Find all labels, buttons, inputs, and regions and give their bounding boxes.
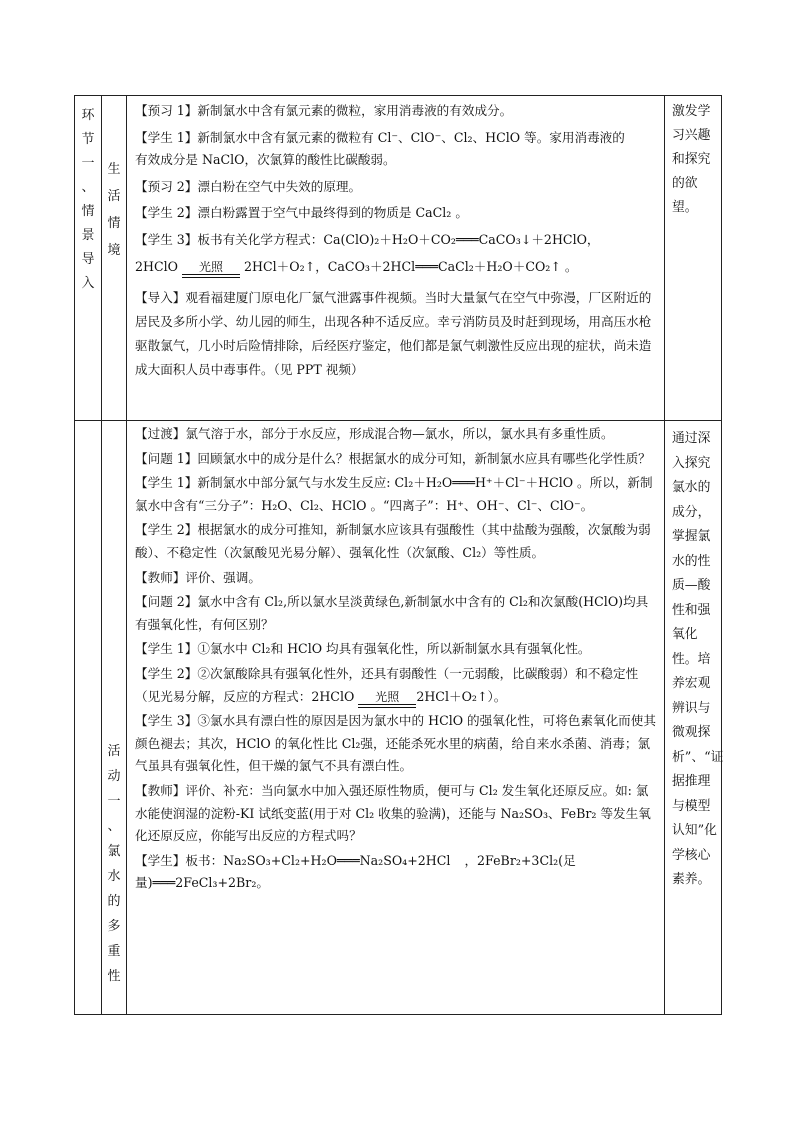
sub-stage-char: 活 (107, 189, 121, 204)
sub-stage-cell (102, 421, 127, 1015)
paragraph: 【学生 3】板书有关化学方程式：Ca(ClO)₂＋H₂O＋CO₂═══CaCO₃↓＋2HClO， (135, 231, 600, 247)
paragraph: 有效成分是 NaClO，次氯算的酸性比碳酸弱。 (135, 152, 396, 168)
table-row (75, 96, 722, 421)
paragraph: 【学生 2】漂白粉露置于空气中最终得到的物质是 CaCl₂ 。 (135, 205, 468, 221)
goal-cell (665, 96, 722, 421)
reaction-condition (182, 260, 240, 278)
sub-stage-char: 情 (107, 216, 121, 231)
equation-left: 2HClO (135, 258, 178, 274)
sub-stage-char: 水 (107, 869, 121, 884)
paragraph: 【过渡】氯气溶于水，部分于水反应，形成混合物—氯水，所以，氯水具有多重性质。 (135, 426, 614, 441)
paragraph-text: 量)═══2FeCl₃+2Br₂。 (135, 875, 269, 891)
paragraph: 【学生 2】根据氯水的成分可推知，新制氯水应该具有强酸性（其中盐酸为强酸，次氯酸为弱酸）、不稳定性（次氯酸见光易分解）、强氧化性（次氯酸、Cl₂）等性质。 (135, 522, 651, 560)
condition-text: 光照 (198, 259, 223, 274)
stage-char: 情 (81, 204, 95, 219)
paragraph: 【问题 1】回顾氯水中的成分是什么？根据氯水的成分可知，新制氯水应具有哪些化学性质？ (135, 450, 651, 466)
paragraph: 【学生 3】③氯水具有漂白性的原因是因为氯水中的 HClO 的强氧化性，可将色素氧化而使其颜色褪去；其次，HClO 的氧化性比 Cl₂强，还能杀死水里的病菌，给自来水杀菌、消毒；氯气虽具有强氧化性，但干燥的氯气不具有漂白性。 (135, 713, 656, 774)
paragraph: 【教师】评价、补充：当向氯水中加入强还原性物质，便可与 Cl₂ 发生氧化还原反应。如: 氯水能使润湿的淀粉-KI 试纸变蓝(用于对 Cl₂ 收集的验满)，还能与 Na₂SO₃、FeBr₂ 等发生氧化还原反应，你能写出反应的方程式吗？ (135, 782, 651, 844)
stage-char: 景 (81, 228, 95, 243)
paragraph: 【问题 2】氯水中含有 Cl₂,所以氯水呈淡黄绿色,新制氯水中含有的 Cl₂和次氯酸(HClO)均具有强氧化性，有何区别？ (135, 594, 649, 632)
sub-stage-char: 活 (107, 744, 121, 759)
paragraph-text: 2HCl＋O₂↑）。 (416, 688, 507, 704)
paragraph: 【学生 1】新制氯水中含有氯元素的微粒有 Cl⁻、ClO⁻、Cl₂、HClO 等。家用消毒液的 (135, 129, 625, 145)
sub-stage-char: 、 (107, 819, 121, 834)
sub-stage-char: 的 (107, 894, 121, 909)
paragraph-text: 【学生】板书：Na₂SO₃+Cl₂+H₂O═══Na₂SO₄+2HCl (135, 852, 451, 868)
goal-text: 通过深入探究氯水的成分，掌握氯水的性质—酸性和强氧化性。培养宏观辨识与微观探析”、“证据推理与模型认知”化学核心素养。 (672, 431, 724, 887)
equation-paragraph (135, 663, 660, 708)
stage-char: 导 (81, 252, 95, 267)
stage-char: 入 (81, 276, 95, 291)
double-arrow-line (358, 704, 416, 708)
paragraph-text: ，2FeBr₂+3Cl₂(足 (464, 852, 576, 868)
equation-line (135, 256, 660, 279)
equation-right: 2HCl＋O₂↑，CaCO₃＋2HCl═══CaCl₂＋H₂O＋CO₂↑ 。 (244, 258, 578, 274)
goal-text: 激发学习兴趣和探究的欲望。 (672, 104, 711, 215)
sub-stage-cell (102, 96, 127, 421)
stage-cell (75, 421, 102, 1015)
paragraph: 【预习 1】新制氯水中含有氯元素的微粒，家用消毒液的有效成分。 (135, 103, 513, 118)
condition-text: 光照 (375, 689, 400, 704)
stage-char: 一 (81, 156, 95, 171)
lesson-plan-table (74, 95, 722, 1015)
sub-stage-char: 性 (107, 969, 121, 984)
sub-stage-char: 境 (107, 243, 121, 258)
double-arrow-line (182, 274, 240, 278)
content-cell (127, 96, 665, 421)
goal-cell (665, 421, 722, 1015)
sub-stage-char: 生 (107, 162, 121, 177)
paragraph: 【导入】观看福建厦门原电化厂氯气泄露事件视频。当时大量氯气在空气中弥漫，厂区附近的居民及多所小学、幼儿园的师生，出现各种不适反应。幸亏消防员及时赶到现场，用高压水枪驱散氯气，几小时后险情排除，后经医疗鉴定，他们都是氯气刺激性反应出现的症状，尚未造成大面积人员中毒事件。（见 PPT 视频） (135, 290, 652, 378)
paragraph: 【学生 1】①氯水中 Cl₂和 HClO 均具有强氧化性，所以新制氯水具有强氧化性。 (135, 641, 591, 657)
content-cell (127, 421, 665, 1015)
paragraph: 【预习 2】漂白粉在空气中失效的原理。 (135, 178, 362, 194)
sub-stage-char: 重 (107, 944, 121, 959)
sub-stage-char: 氯 (107, 844, 121, 859)
stage-cell (75, 96, 102, 421)
stage-char: 节 (81, 132, 95, 147)
stage-char: 、 (81, 180, 95, 195)
table-row (75, 421, 722, 1015)
paragraph: 【学生 1】新制氯水中部分氯气与水发生反应: Cl₂＋H₂O═══H⁺＋Cl⁻＋HClO 。所以，新制氯水中含有“三分子”：H₂O、Cl₂、HClO 。“四离子”：H⁺、OH⁻、Cl⁻、ClO⁻。 (135, 475, 653, 513)
reaction-condition (358, 690, 416, 708)
paragraph-text: 【学生 2】②次氯酸除具有强氧化性外，还具有弱酸性（一元弱酸，比碳酸弱）和不稳定性（见光易分解，反应的方程式：2HClO (135, 665, 639, 704)
equation-paragraph (135, 850, 660, 895)
paragraph: 【教师】评价、强调。 (135, 569, 261, 585)
sub-stage-char: 多 (107, 919, 121, 934)
sub-stage-char: 动 (107, 769, 121, 784)
stage-char: 环 (81, 108, 95, 123)
sub-stage-char: 一 (107, 794, 121, 809)
